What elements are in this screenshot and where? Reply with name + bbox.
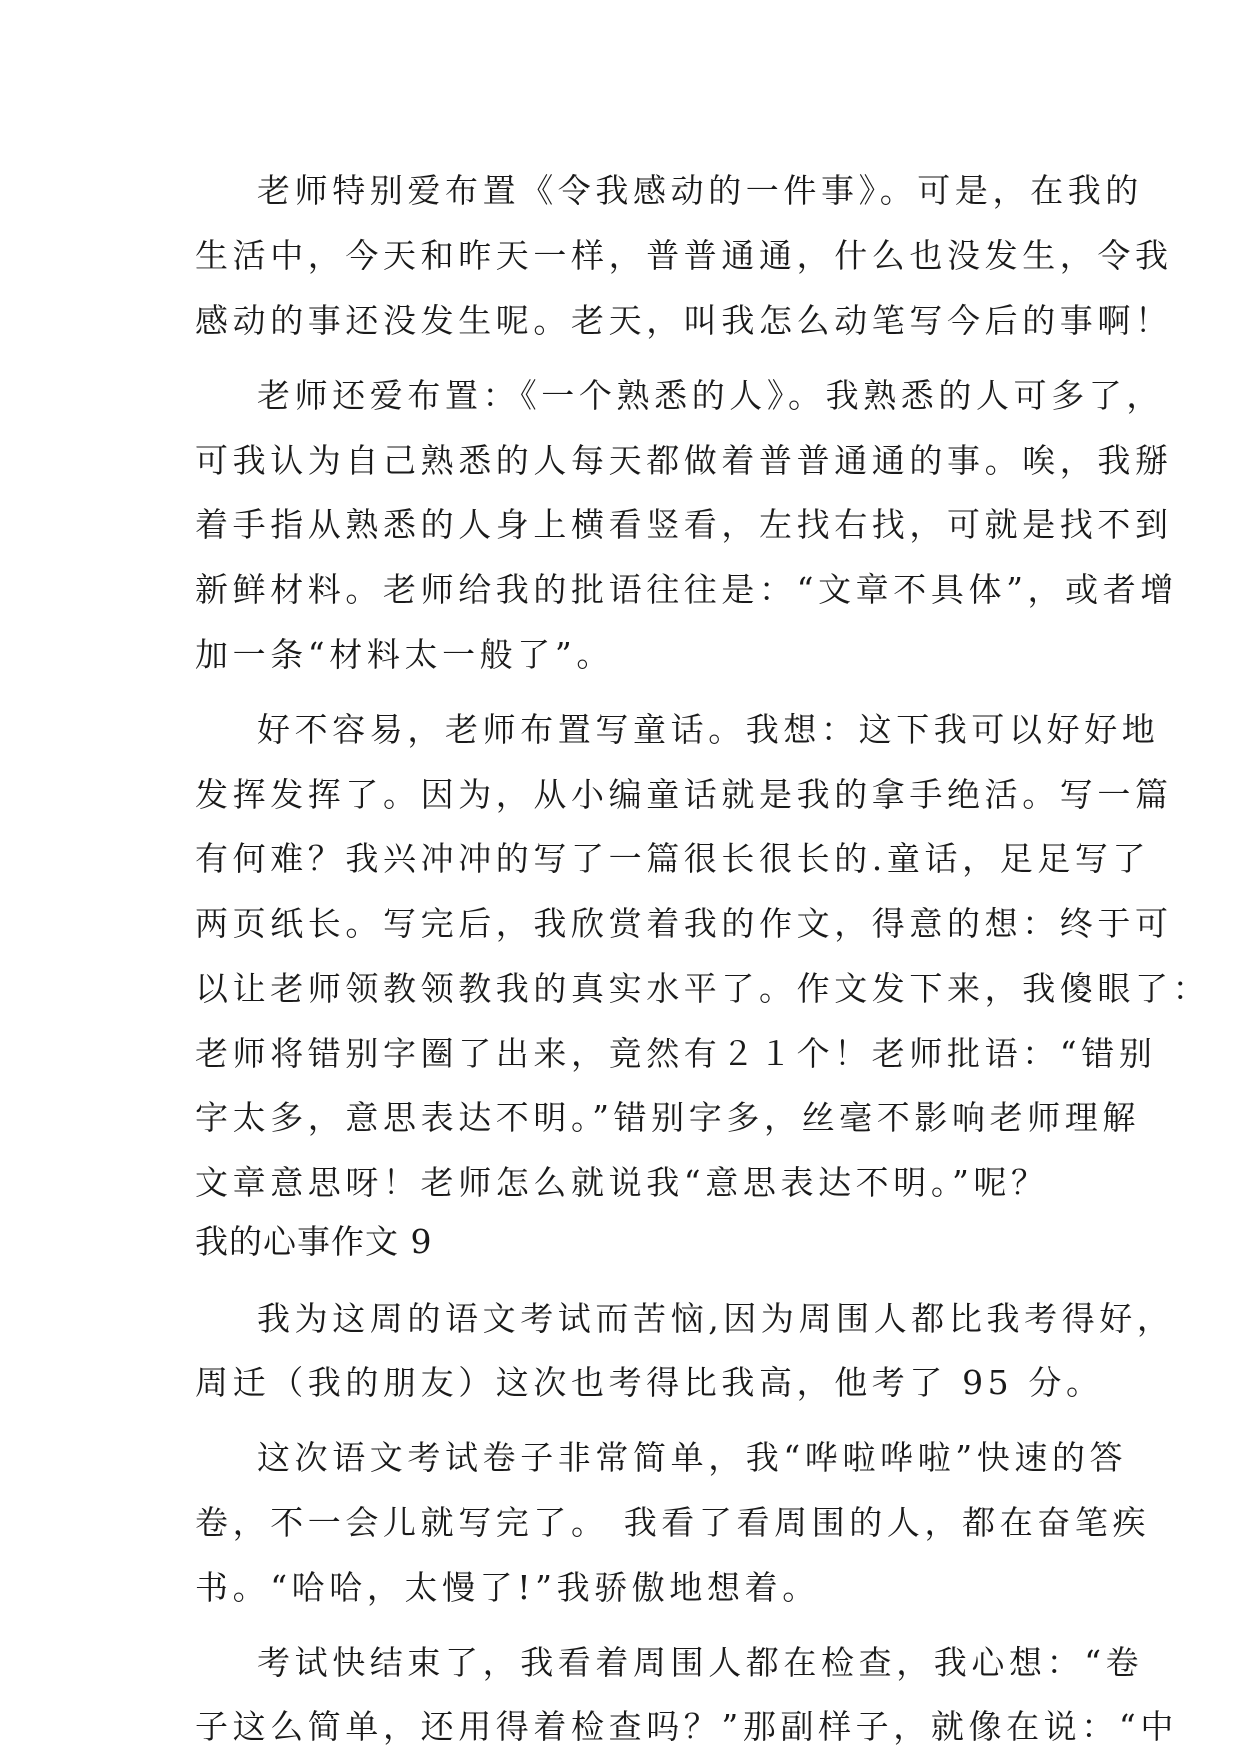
paragraph-line: 字太多，意思表达不明。”错别字多，丝毫不影响老师理解 [195,1098,1140,1137]
paragraph-line: 卷，不一会儿就写完了。 我看了看周围的人，都在奋笔疾 [195,1503,1151,1542]
paragraph-line: 老师还爱布置：《一个熟悉的人》。我熟悉的人可多了， [257,376,1164,415]
paragraph-line: 可我认为自己熟悉的人每天都做着普普通通的事。唉，我掰 [195,441,1173,480]
paragraph-line: 子这么简单，还用得着检查吗？”那副样子，就像在说：“中 [195,1707,1178,1746]
paragraph-line: 生活中，今天和昨天一样，普普通通，什么也没发生，令我 [195,236,1173,275]
paragraph-line: 新鲜材料。老师给我的批语往往是：“文章不具体”，或者增 [195,570,1178,609]
paragraph-line: 周迁（我的朋友）这次也考得比我高，他考了 95 分。 [195,1363,1104,1402]
paragraph-line: 以让老师领教领教我的真实水平了。作文发下来，我傻眼了： [195,969,1211,1008]
section-heading: 我的心事作文 9 [195,1222,433,1261]
paragraph-line: 书。“哈哈，太慢了!”我骄傲地想着。 [195,1568,820,1607]
paragraph-line: 好不容易，老师布置写童话。我想：这下我可以好好地 [257,710,1160,749]
paragraph-line: 我为这周的语文考试而苦恼,因为周围人都比我考得好， [257,1299,1175,1338]
paragraph-line: 发挥发挥了。因为，从小编童话就是我的拿手绝活。写一篇 [195,775,1173,814]
paragraph-line: 文章意思呀！老师怎么就说我“意思表达不明。”呢？ [195,1163,1049,1202]
paragraph-line: 感动的事还没发生呢。老天，叫我怎么动笔写今后的事啊！ [195,301,1173,340]
paragraph-line: 着手指从熟悉的人身上横看竖看，左找右找，可就是找不到 [195,505,1173,544]
paragraph-line: 两页纸长。写完后，我欣赏着我的作文，得意的想：终于可 [195,904,1173,943]
paragraph-line: 老师特别爱布置《令我感动的一件事》。可是，在我的 [257,171,1143,210]
paragraph-line: 加一条“材料太一般了”。 [195,635,614,674]
paragraph-line: 老师将错别字圈了出来，竟然有２１个！老师批语：“错别 [195,1034,1157,1073]
paragraph-line: 这次语文考试卷子非常简单，我“哗啦哗啦”快速的答 [257,1438,1128,1477]
paragraph-line: 有何难？我兴冲冲的写了一篇很长很长的.童话，足足写了 [195,839,1151,878]
paragraph-line: 考试快结束了，我看着周围人都在检查，我心想：“卷 [257,1643,1144,1682]
